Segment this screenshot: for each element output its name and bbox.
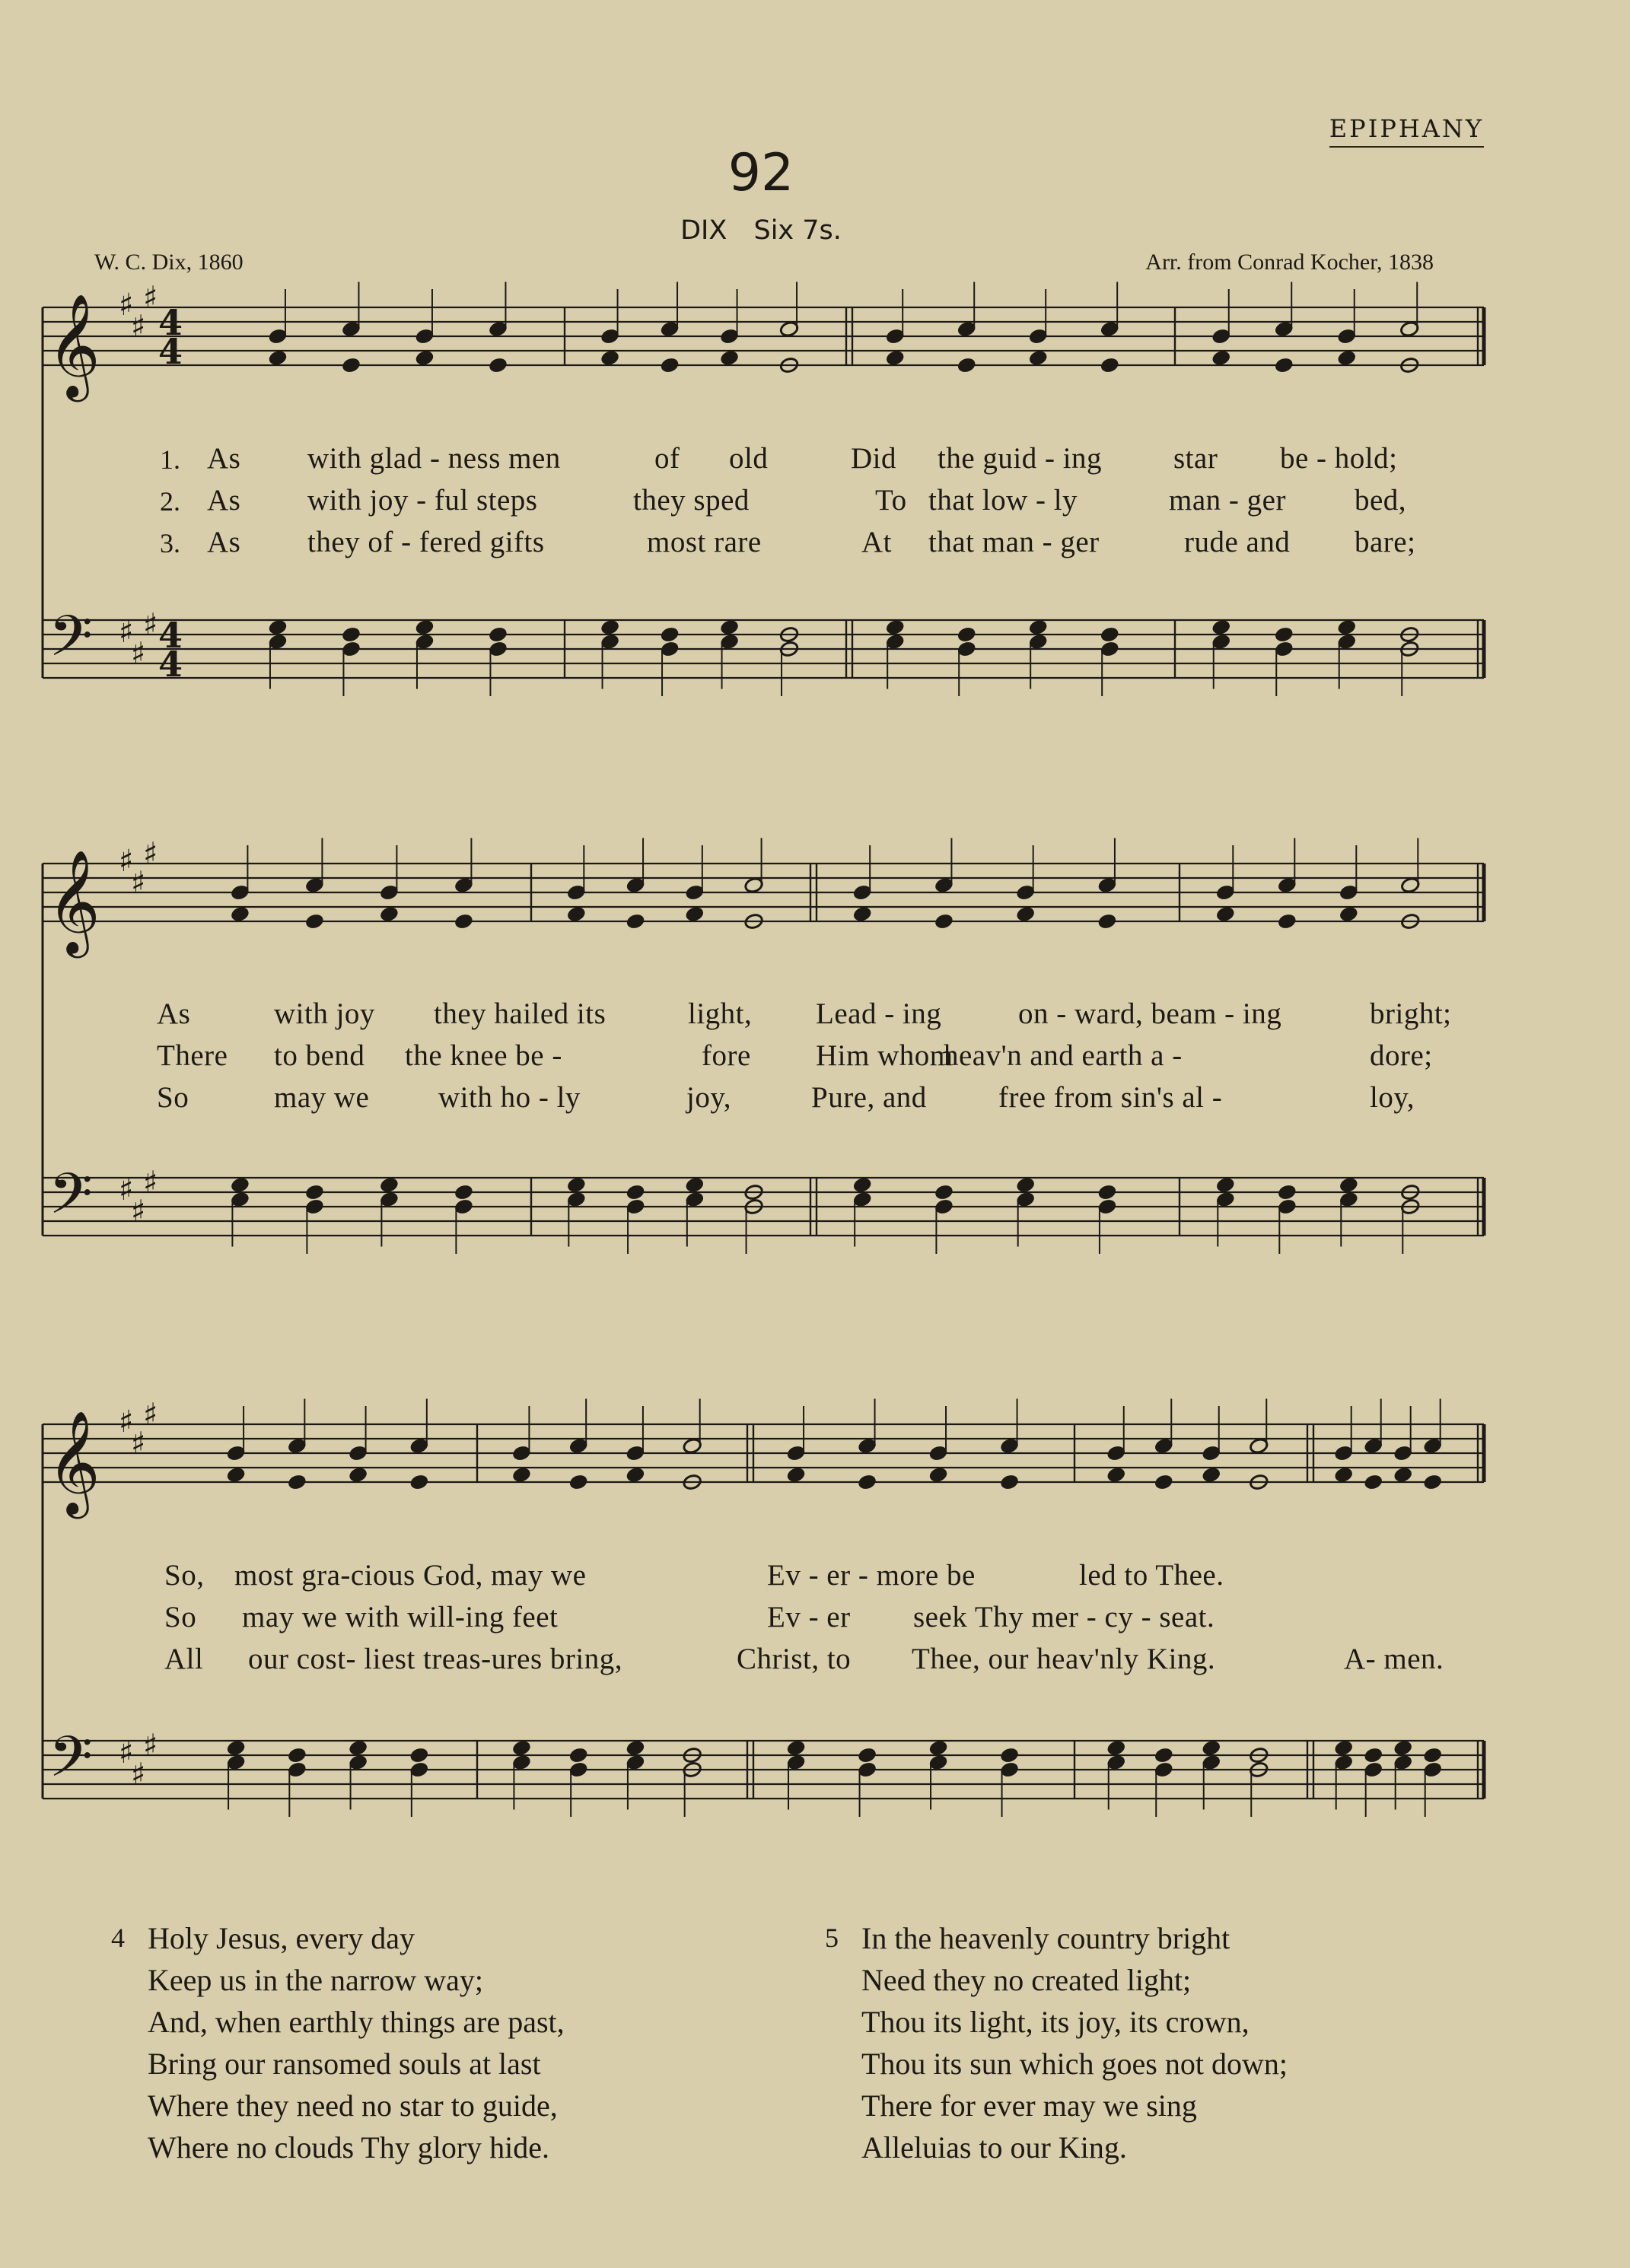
bass-clef: 𝄢: [49, 1161, 93, 1241]
notehead: [1277, 1184, 1297, 1201]
notehead: [957, 357, 976, 374]
bass-clef: 𝄢: [49, 1724, 93, 1804]
notehead: [1211, 349, 1231, 367]
stanza-line: Alleluias to our King.: [861, 2130, 1127, 2165]
lyric-syllable: As: [207, 484, 241, 517]
notehead: [660, 357, 680, 374]
notehead: [1277, 913, 1297, 930]
lyric-syllable: Ev - er: [767, 1601, 851, 1633]
notehead: [999, 1474, 1019, 1491]
time-signature-denominator: 4: [158, 331, 183, 372]
notehead: [226, 1466, 246, 1484]
sharp-sign: ♯: [119, 1172, 134, 1207]
notehead: [660, 626, 680, 644]
lyric-syllable: At: [861, 526, 892, 558]
notehead: [1274, 357, 1294, 374]
notehead: [304, 1184, 324, 1201]
tune-meter: Six 7s.: [753, 215, 842, 246]
notehead: [341, 626, 361, 644]
lyric-syllable: may we with will-ing feet: [242, 1601, 559, 1633]
lyric-syllable: There: [157, 1039, 228, 1072]
notehead: [341, 357, 361, 374]
notehead: [626, 913, 645, 930]
lyric-syllable: seek Thy mer - cy - seat.: [913, 1601, 1215, 1633]
notehead: [566, 1176, 586, 1194]
lyric-syllable: the guid - ing: [938, 442, 1103, 475]
sharp-sign: ♯: [131, 1194, 146, 1229]
notehead: [852, 1176, 872, 1194]
notehead: [379, 1176, 399, 1194]
notehead: [786, 1739, 806, 1757]
lyric-syllable: To: [875, 484, 907, 517]
lyric-syllable: to bend: [274, 1039, 365, 1072]
sharp-sign: ♯: [131, 1426, 146, 1462]
time-signature-numerator: 4: [158, 615, 183, 656]
composer-credit: Arr. from Conrad Kocher, 1838: [1145, 250, 1434, 275]
lyric-syllable: the knee be -: [405, 1039, 562, 1072]
hymn-number: 92: [727, 143, 794, 203]
notehead: [226, 1739, 246, 1757]
notehead: [1100, 626, 1119, 644]
lyric-syllable: Thee, our heav'nly King.: [912, 1643, 1216, 1675]
notehead: [287, 1474, 307, 1491]
sharp-sign: ♯: [119, 1404, 134, 1439]
lyric-syllable: most rare: [647, 526, 762, 558]
notehead: [488, 626, 508, 644]
notehead: [349, 1739, 368, 1757]
notehead: [304, 913, 324, 930]
lyric-syllable: As: [207, 526, 241, 558]
notehead: [1100, 357, 1119, 374]
notehead: [1097, 1184, 1117, 1201]
notehead: [415, 349, 435, 367]
lyric-syllable: of: [654, 442, 680, 475]
lyric-syllable: So,: [164, 1559, 205, 1592]
notehead: [1154, 1474, 1173, 1491]
lyric-syllable: bed,: [1355, 484, 1407, 517]
lyric-syllable: old: [729, 442, 769, 475]
stanza-number: 5: [825, 1923, 839, 1953]
notehead: [719, 349, 739, 367]
notehead: [1393, 1739, 1413, 1757]
notehead: [857, 1747, 877, 1764]
notehead: [454, 913, 473, 930]
sharp-sign: ♯: [131, 309, 146, 345]
notehead: [1364, 1747, 1383, 1764]
stanza-4: [111, 1917, 565, 2168]
notehead: [415, 619, 435, 636]
notehead: [1202, 1739, 1221, 1757]
sharp-sign: ♯: [143, 1397, 158, 1433]
notehead: [685, 1176, 705, 1194]
stanza-line: Where they need no star to guide,: [148, 2088, 558, 2123]
notehead: [934, 1184, 953, 1201]
notehead: [1423, 1474, 1443, 1491]
bass-clef: 𝄢: [49, 603, 93, 683]
notehead: [230, 905, 250, 923]
notehead: [928, 1739, 948, 1757]
stanza-line: There for ever may we sing: [861, 2088, 1197, 2123]
lyric-syllable: Ev - er - more be: [767, 1559, 976, 1592]
lyric-syllable: rude and: [1184, 526, 1291, 558]
notehead: [1016, 905, 1036, 923]
lyric-syllable: they sped: [633, 484, 750, 517]
sharp-sign: ♯: [131, 636, 146, 672]
time-signature-numerator: 4: [158, 302, 183, 343]
verse-number: 2.: [160, 486, 180, 517]
notehead: [1393, 1466, 1413, 1484]
lyric-syllable: be - hold;: [1280, 442, 1398, 475]
lyric-syllable: man - ger: [1169, 484, 1286, 517]
tune-name: DIX: [680, 215, 727, 246]
notehead: [600, 349, 619, 367]
notehead: [1423, 1747, 1443, 1764]
stanza-line: And, when earthly things are past,: [148, 2005, 565, 2039]
lyric-syllable: light,: [688, 997, 753, 1030]
notehead: [1097, 913, 1117, 930]
notehead: [454, 1184, 473, 1201]
stanza-line: Need they no created light;: [861, 1963, 1192, 1997]
notehead: [857, 1474, 877, 1491]
notehead: [568, 1747, 588, 1764]
stanza-line: In the heavenly country bright: [861, 1921, 1230, 1955]
lyric-syllable: Pure, and: [811, 1081, 927, 1114]
stanza-line: Bring our ransomed souls at last: [148, 2047, 541, 2081]
lyric-syllable: Christ, to: [737, 1643, 852, 1675]
sharp-sign: ♯: [119, 615, 134, 650]
section-label: EPIPHANY: [1329, 114, 1484, 148]
notehead: [230, 1176, 250, 1194]
notehead: [1028, 349, 1048, 367]
notehead: [928, 1466, 948, 1484]
stanza-line: Holy Jesus, every day: [148, 1921, 415, 1955]
lyric-syllable: free from sin's al -: [998, 1081, 1223, 1114]
treble-clef: 𝄞: [47, 848, 100, 953]
notehead: [379, 905, 399, 923]
notehead: [1215, 1176, 1235, 1194]
lyric-syllable: Him whom: [816, 1039, 953, 1072]
notehead: [268, 619, 288, 636]
verse-number: 1.: [160, 444, 180, 475]
notehead: [566, 905, 586, 923]
notehead: [1364, 1474, 1383, 1491]
notehead: [1106, 1466, 1126, 1484]
lyric-syllable: with joy: [274, 997, 375, 1030]
lyric-syllable: As: [207, 442, 241, 475]
notehead: [934, 913, 953, 930]
notehead: [409, 1747, 429, 1764]
notehead: [852, 905, 872, 923]
sharp-sign: ♯: [131, 1757, 146, 1792]
notehead: [511, 1739, 531, 1757]
lyric-syllable: So: [157, 1081, 189, 1114]
lyric-syllable: All: [164, 1643, 204, 1675]
notehead: [685, 905, 705, 923]
notehead: [1211, 619, 1231, 636]
lyric-syllable: So: [164, 1601, 197, 1633]
notehead: [1274, 626, 1294, 644]
lyric-syllable: with joy - ful steps: [307, 484, 538, 517]
stanza-line: Thou its light, its joy, its crown,: [861, 2005, 1250, 2039]
notehead: [1202, 1466, 1221, 1484]
treble-clef: 𝄞: [47, 292, 100, 397]
notehead: [1016, 1176, 1036, 1194]
stanza-line: Where no clouds Thy glory hide.: [148, 2130, 550, 2165]
lyric-syllable: As: [157, 997, 191, 1030]
lyric-syllable: loy,: [1370, 1081, 1415, 1114]
notehead: [287, 1747, 307, 1764]
sharp-sign: ♯: [143, 1728, 158, 1764]
lyric-syllable: our cost- liest treas-ures bring,: [248, 1643, 622, 1675]
sharp-sign: ♯: [143, 836, 158, 872]
stanza-number: 4: [111, 1923, 125, 1953]
stanza-5: [825, 1917, 1288, 2168]
notehead: [1334, 1739, 1354, 1757]
notehead: [488, 357, 508, 374]
notehead: [1339, 1176, 1358, 1194]
notehead: [1337, 349, 1357, 367]
notehead: [511, 1466, 531, 1484]
notehead: [885, 619, 905, 636]
stanza-line: Thou its sun which goes not down;: [861, 2047, 1288, 2081]
notehead: [1106, 1739, 1126, 1757]
author-credit: W. C. Dix, 1860: [94, 250, 244, 275]
lyric-syllable: may we: [274, 1081, 370, 1114]
lyric-syllable: with ho - ly: [438, 1081, 581, 1114]
notehead: [600, 619, 619, 636]
notehead: [1339, 905, 1358, 923]
lyric-syllable: A- men.: [1344, 1643, 1444, 1675]
sharp-sign: ♯: [143, 607, 158, 643]
sharp-sign: ♯: [119, 1735, 134, 1770]
sharp-sign: ♯: [119, 288, 134, 323]
sharp-sign: ♯: [119, 844, 134, 879]
sharp-sign: ♯: [131, 865, 146, 901]
notehead: [957, 626, 976, 644]
sharp-sign: ♯: [143, 1165, 158, 1201]
notehead: [409, 1474, 429, 1491]
lyric-syllable: that man - ger: [928, 526, 1100, 558]
notehead: [786, 1466, 806, 1484]
lyric-syllable: on - ward, beam - ing: [1018, 997, 1282, 1030]
lyric-syllable: fore: [702, 1039, 751, 1072]
notehead: [1334, 1466, 1354, 1484]
notehead: [1215, 905, 1235, 923]
notehead: [626, 1184, 645, 1201]
sharp-sign: ♯: [143, 280, 158, 316]
lyric-syllable: Lead - ing: [816, 997, 942, 1030]
lyric-syllable: they of - fered gifts: [307, 526, 545, 558]
notehead: [626, 1466, 645, 1484]
lyric-syllable: they hailed its: [434, 997, 606, 1030]
notehead: [268, 349, 288, 367]
notehead: [568, 1474, 588, 1491]
notehead: [1154, 1747, 1173, 1764]
lyric-syllable: heav'n and earth a -: [944, 1039, 1183, 1072]
notehead: [1028, 619, 1048, 636]
notehead: [1337, 619, 1357, 636]
lyric-syllable: joy,: [686, 1081, 732, 1114]
lyric-syllable: bare;: [1355, 526, 1416, 558]
verse-number: 3.: [160, 528, 180, 558]
time-signature-denominator: 4: [158, 644, 183, 685]
stanza-line: Keep us in the narrow way;: [148, 1963, 483, 1997]
lyric-syllable: with glad - ness men: [307, 442, 561, 475]
notehead: [349, 1466, 368, 1484]
notehead: [626, 1739, 645, 1757]
lyric-syllable: led to Thee.: [1079, 1559, 1224, 1592]
notehead: [719, 619, 739, 636]
treble-clef: 𝄞: [47, 1409, 100, 1514]
lyric-syllable: star: [1173, 442, 1218, 475]
notehead: [885, 349, 905, 367]
notehead: [999, 1747, 1019, 1764]
lyric-syllable: most gra-cious God, may we: [234, 1559, 587, 1592]
lyric-syllable: that low - ly: [928, 484, 1078, 517]
lyric-syllable: bright;: [1370, 997, 1452, 1030]
lyric-syllable: Did: [851, 442, 896, 475]
lyric-syllable: dore;: [1370, 1039, 1433, 1072]
